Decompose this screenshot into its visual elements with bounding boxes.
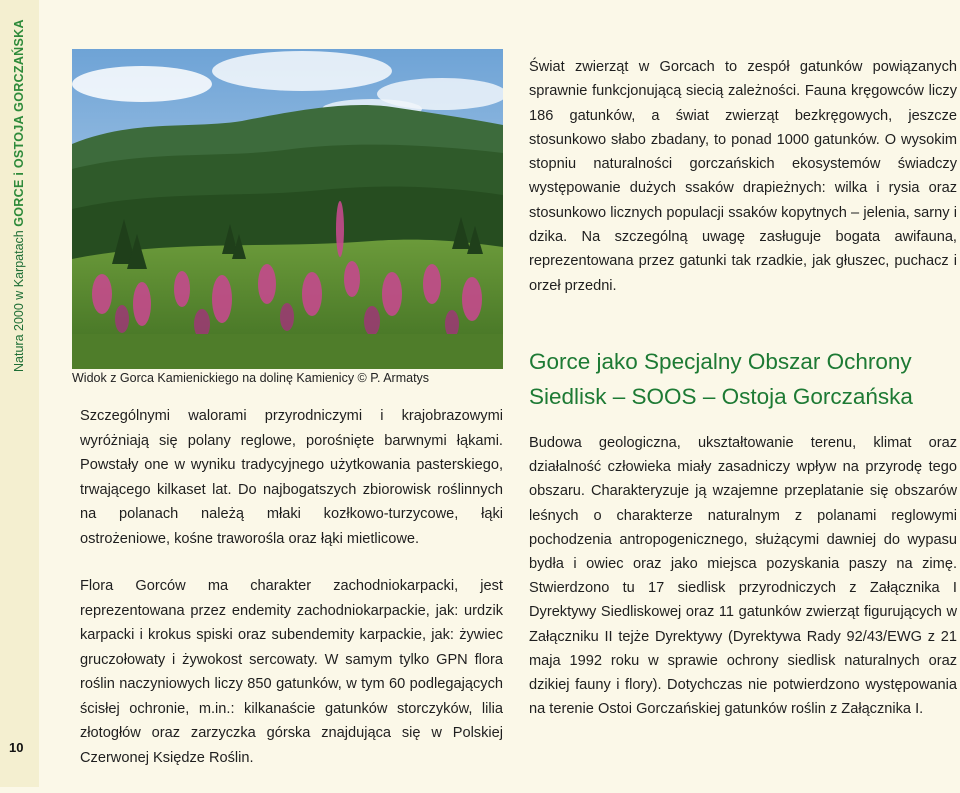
running-header: [12, 19, 26, 372]
right-column-bottom: [529, 431, 957, 721]
right-column-top: [529, 55, 957, 298]
left-column: [80, 404, 503, 793]
paragraph-fauna: Świat zwierząt w Gorcach to zespół gatunków powiązanych sprawnie funkcjonującą siecią zależności. Fauna kręgowców liczy 186 gatunków, a świat zwierząt bezkręgowych, jeszcze stosunkowo słabo zbadany, to ponad 1000 gatunków. O wysokim stopniu naturalności gorczańskich ekosystemów świadczy występowanie dużych ssaków drapieżnych: wilka i rysia oraz stosunkowo licznych populacji ssaków kopytnych – jelenia, sarny i dzika. Na szczególną uwagę zasługuje bogata awifauna, reprezentowana przez gatunki tak rzadkie, jak głuszec, puchacz i orzeł przedni.: [529, 59, 957, 294]
section-heading: Gorce jako Specjalny Obszar Ochrony Siedlisk – SOOS – Ostoja Gorczańska: [529, 349, 913, 409]
paragraph-soos: Budowa geologiczna, ukształtowanie terenu, klimat oraz działalność człowieka miały zasadniczy wpływ na przyrodę tego obszaru. Charakteryzuje ją wzajemne przeplatanie się obszarów leśnych o charakterze naturalnym z polanami reglowymi pochodzenia antropogenicznego, służącymi dawniej do wypasu bydła i owiec oraz jako miejsca pozyskania paszy na zimę. Stwierdzono tu 17 siedlisk przyrodniczych z Załącznika I Dyrektywy Siedliskowej oraz 11 gatunków zwierząt figurujących w Załączniku II tejże Dyrektywy (Dyrektywa Rady 92/43/EWG z 21 maja 1992 roku w sprawie ochrony siedlisk naturalnych oraz dzikiej fauny i flory). Dotychczas nie potwierdzono występowania na terenie Ostoi Gorczańskiej gatunków roślin z Załącznika I.: [529, 435, 957, 718]
landscape-photo: [72, 49, 503, 369]
series-title: GORCE i OSTOJA GORCZAŃSKA: [12, 19, 26, 227]
paragraph-meadows: Szczególnymi walorami przyrodniczymi i krajobrazowymi wyróżniają się polany reglowe, porośnięte barwnymi łąkami. Powstały one w wyniku tradycyjnego użytkowania pasterskiego, trwającego kilkaset lat. Do najbogatszych zbiorowisk roślinnych na polanach należą młaki kozłkowo-turzycowe, łąki ostrożeniowe, kośne traworośla oraz łąki mietlicowe.: [80, 408, 503, 547]
paragraph-flora: Flora Gorców ma charakter zachodniokarpacki, jest reprezentowana przez endemity zachodniokarpackie, jak: urdzik karpacki i krokus spiski oraz subendemity karpackie, jak: żywiec gruczołowaty i żywokost sercowaty. W samym tylko GPN flora roślin naczyniowych liczy 850 gatunków, w tym 60 podlegających ścisłej ochronie, m.in.: kilkanaście gatunków storczyków, lilia złotogłów oraz zarzyczka górska znajdująca się w Polskiej Czerwonej Księdze Roślin.: [80, 578, 503, 766]
landscape-photo-illustration: [72, 49, 503, 369]
photo-caption: Widok z Gorca Kamienickiego na dolinę Kamienicy © P. Armatys: [72, 371, 430, 385]
series-prefix: Natura 2000 w Karpatach: [12, 230, 26, 372]
page-number: 10: [9, 740, 24, 755]
